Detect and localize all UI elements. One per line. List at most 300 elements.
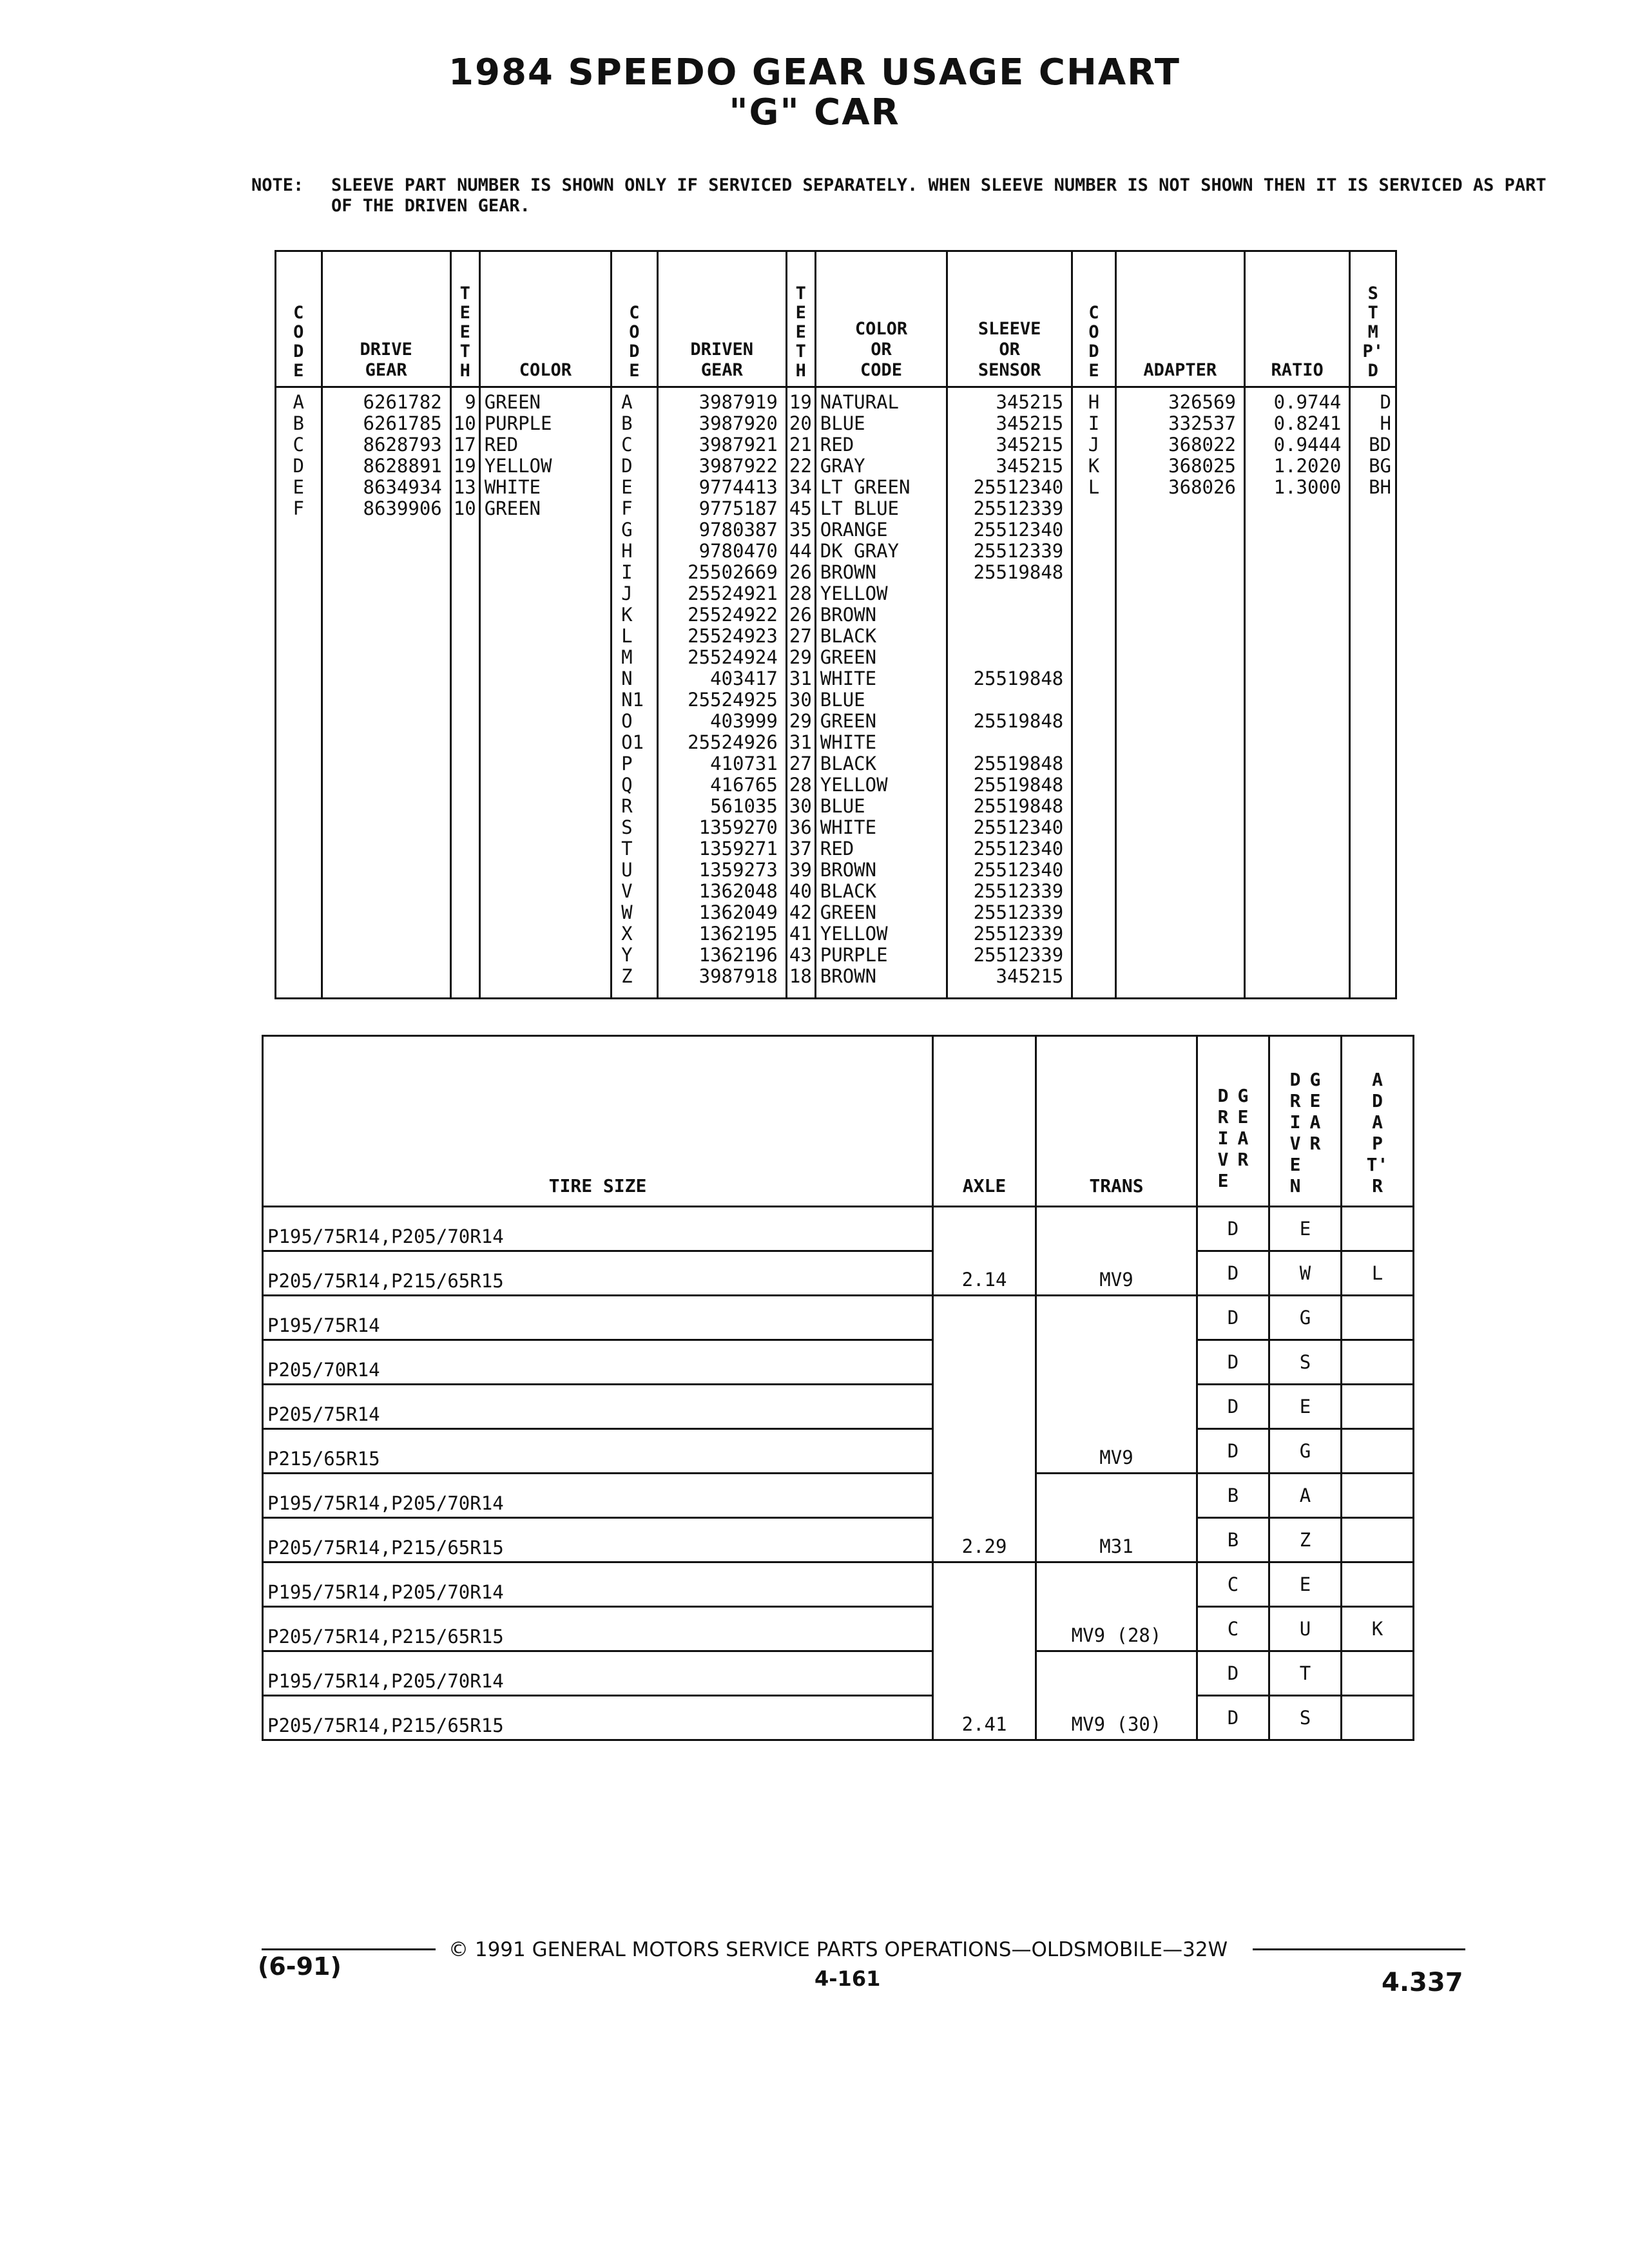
gear-table-body bbox=[276, 387, 1396, 999]
drive-gear-cell: B bbox=[1197, 1474, 1269, 1518]
usage-table-header bbox=[263, 1036, 1414, 1207]
driven-gear-cell: 3987922 bbox=[699, 455, 778, 477]
driven-teeth-cell: 22 bbox=[789, 455, 812, 477]
adapter-number-cell: 332537 bbox=[1168, 412, 1236, 434]
adapter-code-cell: L bbox=[1088, 476, 1100, 498]
driven-teeth-cell: 20 bbox=[789, 412, 812, 434]
driven-gear-cell: 561035 bbox=[710, 795, 778, 817]
header-trans: TRANS bbox=[1036, 1036, 1197, 1207]
header-code-driven: C O D E bbox=[612, 251, 658, 387]
driven-code-cell: X bbox=[621, 923, 633, 945]
driven-color-cell: YELLOW bbox=[820, 582, 888, 604]
drive-color-cell: GREEN bbox=[484, 497, 541, 519]
header-driven-gear-label: G E A R bbox=[1309, 1069, 1321, 1154]
adapter-cell: L bbox=[1342, 1251, 1414, 1296]
driven-sleeve-cell: 25512339 bbox=[973, 540, 1064, 562]
driven-gear-cell: 416765 bbox=[710, 774, 778, 796]
adapter-cell bbox=[1342, 1562, 1414, 1607]
adapter-stamped-cell: D bbox=[1380, 391, 1391, 413]
driven-code-cell: U bbox=[621, 859, 633, 881]
footer-section-number: 4.337 bbox=[1382, 1968, 1463, 1997]
adapter-code-cell: H bbox=[1088, 391, 1100, 413]
header-teeth: T E E T H bbox=[450, 251, 479, 387]
driven-code-cell: P bbox=[621, 753, 633, 774]
driven-gear-cell: 25524926 bbox=[688, 731, 778, 753]
tire-size-cell: P195/75R14,P205/70R14 bbox=[263, 1651, 933, 1696]
header-code-adapter: C O D E bbox=[1072, 251, 1115, 387]
driven-gear-cell: 3987918 bbox=[699, 965, 778, 987]
driven-code-cell: H bbox=[621, 540, 633, 562]
header-driven-label: D R I V E N bbox=[1289, 1069, 1301, 1196]
driven-gear-cell: 9774413 bbox=[699, 476, 778, 498]
driven-gear-cell: G bbox=[1269, 1429, 1342, 1474]
drive-color-column bbox=[479, 387, 611, 999]
drive-gear-cell: 8628891 bbox=[363, 455, 442, 477]
header-color: COLOR bbox=[479, 251, 611, 387]
driven-code-cell: I bbox=[621, 561, 633, 583]
driven-teeth-cell: 43 bbox=[789, 944, 812, 966]
drive-code-column bbox=[276, 387, 322, 999]
usage-row bbox=[263, 1251, 1414, 1296]
driven-teeth-cell: 30 bbox=[789, 795, 812, 817]
note-label: NOTE: bbox=[251, 175, 304, 195]
drive-gear-cell: D bbox=[1197, 1340, 1269, 1385]
usage-row bbox=[263, 1296, 1414, 1340]
header-tire-size: TIRE SIZE bbox=[263, 1036, 933, 1207]
driven-sleeve-cell: 25512339 bbox=[973, 901, 1064, 923]
driven-color-column bbox=[815, 387, 947, 999]
driven-color-cell: BROWN bbox=[820, 604, 877, 626]
drive-gear-cell: D bbox=[1197, 1385, 1269, 1429]
driven-gear-cell: 403999 bbox=[710, 710, 778, 732]
driven-sleeve-cell: 345215 bbox=[996, 965, 1064, 987]
driven-sleeve-cell: 25512340 bbox=[973, 476, 1064, 498]
driven-teeth-cell: 31 bbox=[789, 668, 812, 689]
driven-gear-cell: 25524922 bbox=[688, 604, 778, 626]
driven-code-cell: Y bbox=[621, 944, 633, 966]
title-line-2: "G" CAR bbox=[729, 91, 900, 133]
driven-gear-cell: E bbox=[1269, 1562, 1342, 1607]
header-color-or-code: COLOR OR CODE bbox=[815, 251, 947, 387]
drive-gear-cell: D bbox=[1197, 1696, 1269, 1740]
driven-gear-cell: G bbox=[1269, 1296, 1342, 1340]
driven-color-cell: WHITE bbox=[820, 816, 877, 838]
driven-code-cell: A bbox=[621, 391, 633, 413]
adapter-cell bbox=[1342, 1385, 1414, 1429]
driven-sleeve-cell: 25512340 bbox=[973, 519, 1064, 541]
driven-gear-cell: U bbox=[1269, 1607, 1342, 1651]
driven-color-cell: NATURAL bbox=[820, 391, 899, 413]
driven-code-cell: J bbox=[621, 582, 633, 604]
drive-code-cell: C bbox=[293, 434, 304, 456]
driven-code-cell: V bbox=[621, 880, 633, 902]
usage-row bbox=[263, 1607, 1414, 1651]
driven-code-cell: E bbox=[621, 476, 633, 498]
driven-color-cell: DK GRAY bbox=[820, 540, 899, 562]
driven-sleeve-cell bbox=[948, 604, 1063, 626]
adapter-cell bbox=[1342, 1296, 1414, 1340]
driven-gear-cell: 1362049 bbox=[699, 901, 778, 923]
driven-teeth-cell: 44 bbox=[789, 540, 812, 562]
driven-teeth-cell: 19 bbox=[789, 391, 812, 413]
driven-code-cell: L bbox=[621, 625, 633, 647]
drive-gear-column bbox=[322, 387, 450, 999]
driven-teeth-column bbox=[786, 387, 815, 999]
driven-code-cell: F bbox=[621, 497, 633, 519]
driven-code-cell: N1 bbox=[621, 689, 644, 711]
driven-code-cell: O bbox=[621, 710, 633, 732]
driven-teeth-cell: 39 bbox=[789, 859, 812, 881]
sleeve-column bbox=[947, 387, 1072, 999]
header-drive-label: D R I V E bbox=[1217, 1085, 1229, 1191]
driven-color-cell: BLUE bbox=[820, 412, 865, 434]
drive-gear-cell: 8639906 bbox=[363, 497, 442, 519]
header-adapter-usage: A D A P T' R bbox=[1342, 1036, 1414, 1207]
adapter-number-cell: 368022 bbox=[1168, 434, 1236, 456]
driven-color-cell: BROWN bbox=[820, 859, 877, 881]
drive-color-cell: YELLOW bbox=[484, 455, 552, 477]
gear-table-header bbox=[276, 251, 1396, 387]
axle-cell: 2.41 bbox=[933, 1562, 1036, 1740]
trans-cell: MV9 bbox=[1036, 1296, 1197, 1474]
adapter-column bbox=[1115, 387, 1244, 999]
driven-color-cell: BROWN bbox=[820, 965, 877, 987]
footer-rule-left bbox=[262, 1948, 436, 1950]
driven-code-cell: C bbox=[621, 434, 633, 456]
driven-sleeve-cell: 25512340 bbox=[973, 838, 1064, 860]
driven-teeth-cell: 42 bbox=[789, 901, 812, 923]
tire-size-cell: P205/75R14 bbox=[263, 1385, 933, 1429]
driven-sleeve-cell: 25512339 bbox=[973, 880, 1064, 902]
drive-teeth-cell: 17 bbox=[453, 434, 476, 456]
drive-teeth-cell: 19 bbox=[453, 455, 476, 477]
footer-date: (6-91) bbox=[258, 1952, 342, 1981]
driven-teeth-cell: 26 bbox=[789, 604, 812, 626]
adapter-stamped-cell: BD bbox=[1369, 434, 1391, 456]
trans-cell: MV9 (28) bbox=[1036, 1562, 1197, 1651]
driven-sleeve-cell: 25519848 bbox=[973, 795, 1064, 817]
note-text: SLEEVE PART NUMBER IS SHOWN ONLY IF SERVICED SEPARATELY. WHEN SLEEVE NUMBER IS NOT SHOWN THEN IT IS SERVICED AS PART OF THE DRIVEN GEAR. bbox=[331, 175, 1547, 216]
driven-gear-cell: 25524925 bbox=[688, 689, 778, 711]
adapter-cell bbox=[1342, 1207, 1414, 1251]
trans-cell: M31 bbox=[1036, 1474, 1197, 1562]
adapter-code-cell: J bbox=[1088, 434, 1100, 456]
driven-color-cell: WHITE bbox=[820, 731, 877, 753]
driven-teeth-cell: 36 bbox=[789, 816, 812, 838]
driven-gear-cell: 25502669 bbox=[688, 561, 778, 583]
header-ratio: RATIO bbox=[1244, 251, 1349, 387]
driven-teeth-cell: 45 bbox=[789, 497, 812, 519]
driven-gear-cell: Z bbox=[1269, 1518, 1342, 1562]
driven-teeth-cell: 30 bbox=[789, 689, 812, 711]
driven-teeth-cell: 31 bbox=[789, 731, 812, 753]
header-drive-gear-usage bbox=[1197, 1036, 1269, 1207]
header-drive-gear-label: G E A R bbox=[1237, 1085, 1249, 1170]
tire-size-cell: P195/75R14,P205/70R14 bbox=[263, 1207, 933, 1251]
driven-gear-cell: 9775187 bbox=[699, 497, 778, 519]
adapter-cell bbox=[1342, 1651, 1414, 1696]
driven-color-cell: RED bbox=[820, 838, 854, 860]
driven-code-cell: G bbox=[621, 519, 633, 541]
usage-row bbox=[263, 1207, 1414, 1251]
driven-gear-cell: A bbox=[1269, 1474, 1342, 1518]
drive-code-cell: D bbox=[293, 455, 304, 477]
driven-teeth-cell: 18 bbox=[789, 965, 812, 987]
driven-code-cell: Z bbox=[621, 965, 633, 987]
usage-row bbox=[263, 1429, 1414, 1474]
adapter-cell bbox=[1342, 1696, 1414, 1740]
driven-gear-cell: 9780387 bbox=[699, 519, 778, 541]
drive-teeth-cell: 13 bbox=[453, 476, 476, 498]
drive-teeth-cell: 9 bbox=[465, 391, 476, 413]
driven-sleeve-cell: 345215 bbox=[996, 434, 1064, 456]
driven-sleeve-cell: 345215 bbox=[996, 455, 1064, 477]
drive-gear-cell: C bbox=[1197, 1607, 1269, 1651]
adapter-cell bbox=[1342, 1474, 1414, 1518]
adapter-number-cell: 326569 bbox=[1168, 391, 1236, 413]
drive-gear-cell: 8634934 bbox=[363, 476, 442, 498]
adapter-stamped-cell: BH bbox=[1369, 476, 1391, 498]
driven-gear-cell: T bbox=[1269, 1651, 1342, 1696]
driven-color-cell: GREEN bbox=[820, 710, 877, 732]
adapter-cell bbox=[1342, 1518, 1414, 1562]
driven-color-cell: LT BLUE bbox=[820, 497, 899, 519]
drive-teeth-column bbox=[450, 387, 479, 999]
adapter-ratio-cell: 1.2020 bbox=[1273, 455, 1342, 477]
speedo-gear-table bbox=[275, 250, 1397, 999]
driven-gear-cell: 1359270 bbox=[699, 816, 778, 838]
driven-teeth-cell: 29 bbox=[789, 646, 812, 668]
header-stamped: S T M P' D bbox=[1350, 251, 1396, 387]
usage-row bbox=[263, 1474, 1414, 1518]
tire-size-cell: P205/70R14 bbox=[263, 1340, 933, 1385]
axle-cell: 2.29 bbox=[933, 1296, 1036, 1562]
drive-color-cell: GREEN bbox=[484, 391, 541, 413]
drive-code-cell: B bbox=[293, 412, 304, 434]
driven-gear-cell: 1362196 bbox=[699, 944, 778, 966]
drive-color-cell: WHITE bbox=[484, 476, 541, 498]
usage-row bbox=[263, 1651, 1414, 1696]
driven-teeth-cell: 37 bbox=[789, 838, 812, 860]
footer-rule-right bbox=[1253, 1948, 1465, 1950]
trans-cell: MV9 bbox=[1036, 1207, 1197, 1296]
driven-teeth-cell: 40 bbox=[789, 880, 812, 902]
driven-code-column bbox=[612, 387, 658, 999]
driven-gear-cell: 403417 bbox=[710, 668, 778, 689]
adapter-stamped-cell: BG bbox=[1369, 455, 1391, 477]
drive-gear-cell: D bbox=[1197, 1296, 1269, 1340]
adapter-code-cell: K bbox=[1088, 455, 1100, 477]
driven-gear-cell: 9780470 bbox=[699, 540, 778, 562]
usage-row bbox=[263, 1340, 1414, 1385]
driven-color-cell: YELLOW bbox=[820, 923, 888, 945]
driven-gear-column bbox=[657, 387, 786, 999]
driven-code-cell: R bbox=[621, 795, 633, 817]
stamped-column bbox=[1350, 387, 1396, 999]
ratio-column bbox=[1244, 387, 1349, 999]
driven-gear-cell: 3987919 bbox=[699, 391, 778, 413]
drive-gear-cell: D bbox=[1197, 1251, 1269, 1296]
driven-code-cell: K bbox=[621, 604, 633, 626]
drive-teeth-cell: 10 bbox=[453, 497, 476, 519]
adapter-number-cell: 368025 bbox=[1168, 455, 1236, 477]
usage-row bbox=[263, 1562, 1414, 1607]
driven-gear-cell: S bbox=[1269, 1696, 1342, 1740]
driven-sleeve-cell: 25512340 bbox=[973, 859, 1064, 881]
driven-code-cell: O1 bbox=[621, 731, 644, 753]
drive-gear-cell: D bbox=[1197, 1429, 1269, 1474]
tire-size-cell: P205/75R14,P215/65R15 bbox=[263, 1607, 933, 1651]
driven-color-cell: LT GREEN bbox=[820, 476, 911, 498]
usage-row bbox=[263, 1518, 1414, 1562]
adapter-ratio-cell: 1.3000 bbox=[1273, 476, 1342, 498]
driven-code-cell: Q bbox=[621, 774, 633, 796]
driven-sleeve-cell: 25519848 bbox=[973, 561, 1064, 583]
tire-size-cell: P205/75R14,P215/65R15 bbox=[263, 1518, 933, 1562]
drive-gear-cell: B bbox=[1197, 1518, 1269, 1562]
driven-color-cell: BLUE bbox=[820, 795, 865, 817]
driven-teeth-cell: 27 bbox=[789, 625, 812, 647]
page-title bbox=[0, 53, 1629, 133]
driven-teeth-cell: 35 bbox=[789, 519, 812, 541]
driven-color-cell: ORANGE bbox=[820, 519, 888, 541]
driven-teeth-cell: 29 bbox=[789, 710, 812, 732]
tire-size-cell: P195/75R14,P205/70R14 bbox=[263, 1562, 933, 1607]
driven-sleeve-cell: 25512339 bbox=[973, 923, 1064, 945]
adapter-cell: K bbox=[1342, 1607, 1414, 1651]
driven-code-cell: M bbox=[621, 646, 633, 668]
driven-code-cell: W bbox=[621, 901, 633, 923]
adapter-code-column bbox=[1072, 387, 1115, 999]
drive-gear-cell: D bbox=[1197, 1651, 1269, 1696]
driven-color-cell: YELLOW bbox=[820, 774, 888, 796]
driven-color-cell: GREEN bbox=[820, 646, 877, 668]
driven-gear-cell: E bbox=[1269, 1385, 1342, 1429]
driven-color-cell: PURPLE bbox=[820, 944, 888, 966]
drive-color-cell: PURPLE bbox=[484, 412, 552, 434]
adapter-number-cell: 368026 bbox=[1168, 476, 1236, 498]
driven-color-cell: WHITE bbox=[820, 668, 877, 689]
driven-gear-cell: S bbox=[1269, 1340, 1342, 1385]
driven-code-cell: T bbox=[621, 838, 633, 860]
header-driven-gear-usage bbox=[1269, 1036, 1342, 1207]
driven-sleeve-cell: 25512340 bbox=[973, 816, 1064, 838]
drive-gear-cell: 6261785 bbox=[363, 412, 442, 434]
driven-sleeve-cell: 345215 bbox=[996, 412, 1064, 434]
driven-code-cell: S bbox=[621, 816, 633, 838]
usage-row bbox=[263, 1696, 1414, 1740]
adapter-cell bbox=[1342, 1340, 1414, 1385]
driven-gear-cell: 1362048 bbox=[699, 880, 778, 902]
driven-sleeve-cell bbox=[948, 732, 1063, 753]
header-teeth-driven: T E E T H bbox=[786, 251, 815, 387]
drive-gear-cell: 6261782 bbox=[363, 391, 442, 413]
driven-color-cell: GRAY bbox=[820, 455, 865, 477]
drive-gear-cell: 8628793 bbox=[363, 434, 442, 456]
axle-cell: 2.14 bbox=[933, 1207, 1036, 1296]
driven-sleeve-cell bbox=[948, 626, 1063, 647]
driven-sleeve-cell: 25512339 bbox=[973, 497, 1064, 519]
adapter-code-cell: I bbox=[1088, 412, 1100, 434]
driven-gear-cell: W bbox=[1269, 1251, 1342, 1296]
driven-teeth-cell: 34 bbox=[789, 476, 812, 498]
footer-copyright: © 1991 GENERAL MOTORS SERVICE PARTS OPERATIONS—OLDSMOBILE—32W bbox=[448, 1938, 1228, 1961]
driven-color-cell: BROWN bbox=[820, 561, 877, 583]
driven-sleeve-cell: 25519848 bbox=[973, 668, 1064, 689]
header-adapter: ADAPTER bbox=[1115, 251, 1244, 387]
header-code: C O D E bbox=[276, 251, 322, 387]
title-line-1: 1984 SPEEDO GEAR USAGE CHART bbox=[448, 52, 1181, 93]
drive-gear-cell: D bbox=[1197, 1207, 1269, 1251]
driven-color-cell: RED bbox=[820, 434, 854, 456]
adapter-ratio-cell: 0.8241 bbox=[1273, 412, 1342, 434]
drive-code-cell: A bbox=[293, 391, 304, 413]
driven-teeth-cell: 26 bbox=[789, 561, 812, 583]
driven-gear-cell: 1359271 bbox=[699, 838, 778, 860]
adapter-ratio-cell: 0.9744 bbox=[1273, 391, 1342, 413]
driven-sleeve-cell: 25519848 bbox=[973, 774, 1064, 796]
driven-gear-cell: 1359273 bbox=[699, 859, 778, 881]
driven-gear-cell: 1362195 bbox=[699, 923, 778, 945]
driven-sleeve-cell: 25519848 bbox=[973, 710, 1064, 732]
driven-color-cell: BLACK bbox=[820, 753, 877, 774]
adapter-cell bbox=[1342, 1429, 1414, 1474]
driven-gear-cell: E bbox=[1269, 1207, 1342, 1251]
driven-gear-cell: 3987921 bbox=[699, 434, 778, 456]
driven-code-cell: N bbox=[621, 668, 633, 689]
driven-teeth-cell: 41 bbox=[789, 923, 812, 945]
driven-gear-cell: 410731 bbox=[710, 753, 778, 774]
driven-teeth-cell: 28 bbox=[789, 774, 812, 796]
driven-gear-cell: 25524923 bbox=[688, 625, 778, 647]
drive-code-cell: F bbox=[293, 497, 304, 519]
header-sleeve-or-sensor: SLEEVE OR SENSOR bbox=[947, 251, 1072, 387]
driven-teeth-cell: 21 bbox=[789, 434, 812, 456]
driven-sleeve-cell: 25519848 bbox=[973, 753, 1064, 774]
driven-code-cell: D bbox=[621, 455, 633, 477]
drive-color-cell: RED bbox=[484, 434, 519, 456]
driven-sleeve-cell bbox=[948, 689, 1063, 711]
drive-teeth-cell: 10 bbox=[453, 412, 476, 434]
header-drive-gear: DRIVE GEAR bbox=[322, 251, 450, 387]
driven-sleeve-cell bbox=[948, 583, 1063, 604]
tire-size-cell: P195/75R14,P205/70R14 bbox=[263, 1474, 933, 1518]
tire-size-cell: P205/75R14,P215/65R15 bbox=[263, 1696, 933, 1740]
driven-sleeve-cell bbox=[948, 647, 1063, 668]
driven-color-cell: BLUE bbox=[820, 689, 865, 711]
header-driven-gear: DRIVEN GEAR bbox=[657, 251, 786, 387]
footer-page-number: 4-161 bbox=[815, 1966, 881, 1991]
adapter-stamped-cell: H bbox=[1380, 412, 1391, 434]
driven-gear-cell: 3987920 bbox=[699, 412, 778, 434]
tire-size-cell: P195/75R14 bbox=[263, 1296, 933, 1340]
driven-gear-cell: 25524924 bbox=[688, 646, 778, 668]
driven-teeth-cell: 28 bbox=[789, 582, 812, 604]
driven-sleeve-cell: 345215 bbox=[996, 391, 1064, 413]
adapter-ratio-cell: 0.9444 bbox=[1273, 434, 1342, 456]
driven-color-cell: GREEN bbox=[820, 901, 877, 923]
tire-size-cell: P215/65R15 bbox=[263, 1429, 933, 1474]
tire-usage-table bbox=[262, 1035, 1414, 1741]
driven-teeth-cell: 27 bbox=[789, 753, 812, 774]
tire-size-cell: P205/75R14,P215/65R15 bbox=[263, 1251, 933, 1296]
driven-code-cell: B bbox=[621, 412, 633, 434]
drive-code-cell: E bbox=[293, 476, 304, 498]
driven-color-cell: BLACK bbox=[820, 625, 877, 647]
drive-gear-cell: C bbox=[1197, 1562, 1269, 1607]
driven-sleeve-cell: 25512339 bbox=[973, 944, 1064, 966]
driven-color-cell: BLACK bbox=[820, 880, 877, 902]
